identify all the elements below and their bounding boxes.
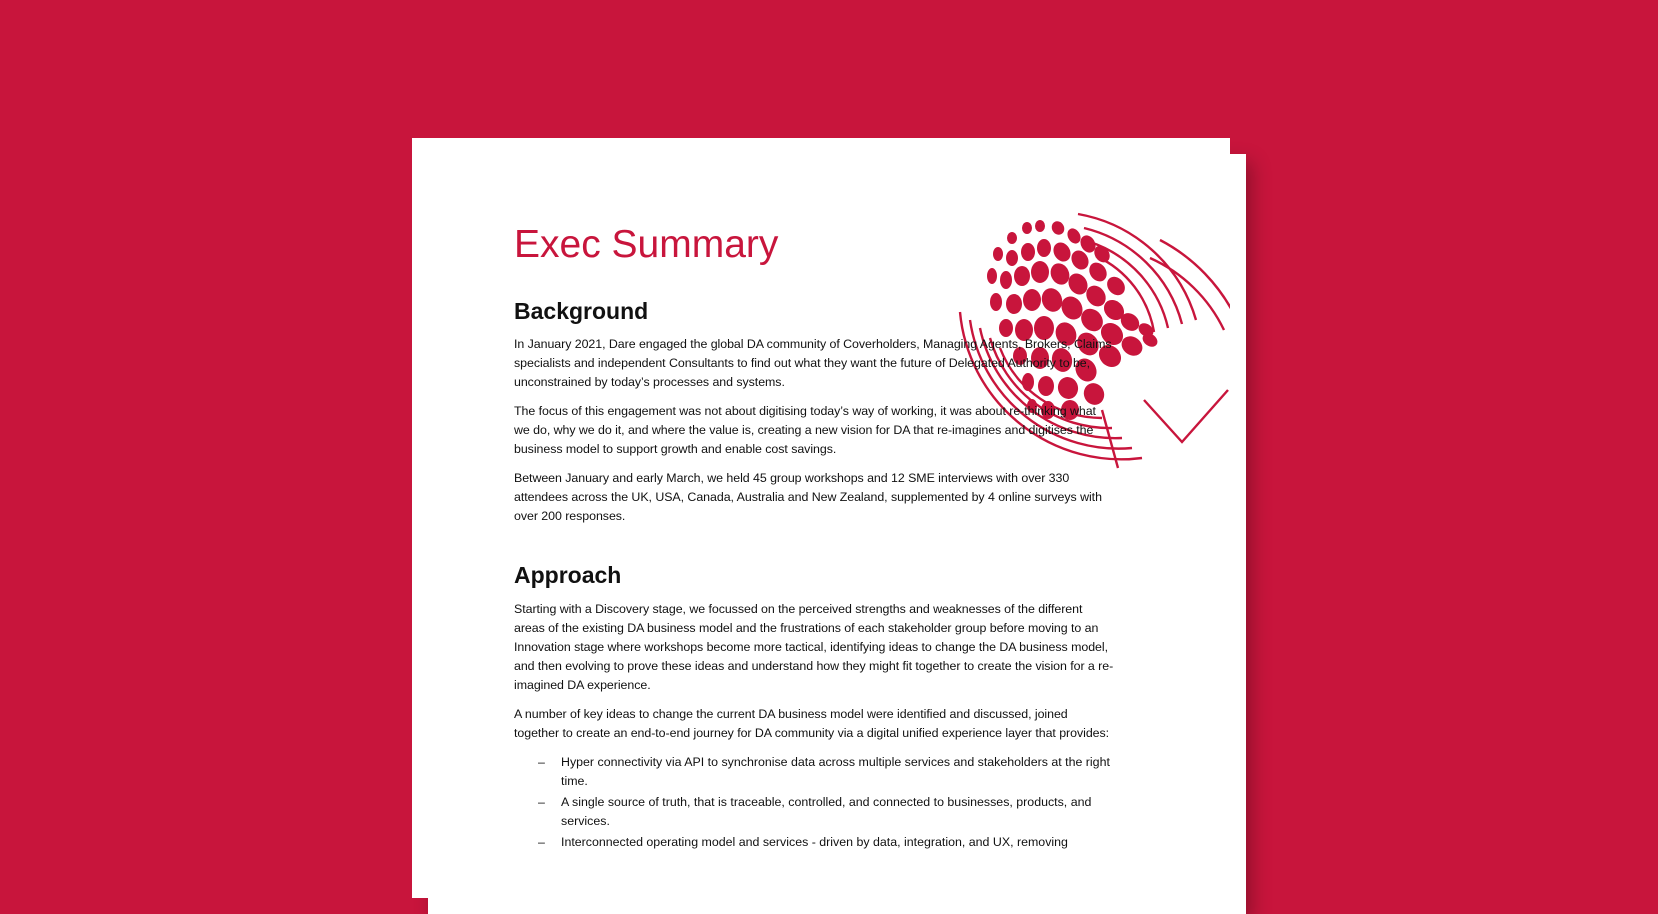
paragraph: Starting with a Discovery stage, we focussed on the perceived strengths and weaknesses of the different areas of the existing DA business model and the frustrations of each stakeholder group before moving to an Innovation stage where workshops become more tactical, identifying ideas to change the DA business model, and then evolving to prove these ideas and understand how they might fit together to create the vision for a re-imagined DA experience. [514, 602, 1114, 693]
list-item [514, 793, 1114, 831]
list-item [514, 833, 1114, 852]
paragraph: Between January and early March, we held 45 group workshops and 12 SME interviews with over 330 attendees across the UK, USA, Canada, Australia and New Zealand, supplemented by 4 online surveys with over 200 responses. [514, 471, 1102, 524]
paragraph: The focus of this engagement was not about digitising today’s way of working, it was about re-thinking what we do, why we do it, and where the value is, creating a new vision for DA that re-imagines and digitises the business model to support growth and enable cost savings. [514, 404, 1096, 457]
bullet-list [514, 753, 1114, 852]
section-heading-approach: Approach [514, 562, 622, 589]
bullet-dash: – [538, 835, 545, 850]
page-title: Exec Summary [514, 223, 779, 266]
paragraph: In January 2021, Dare engaged the global DA community of Coverholders, Managing Agents, Brokers, Claims specialists and independent Consultants to find out what they want the future of Delegated Authority to be, unconstrained by today’s processes and systems. [514, 337, 1112, 390]
paragraph: A number of key ideas to change the current DA business model were identified and discussed, joined together to create an end-to-end journey for DA community via a digital unified experience layer that provides: [514, 707, 1110, 741]
document-page [412, 138, 1230, 898]
list-item-text: Hyper connectivity via API to synchronise data across multiple services and stakeholders at the right time. [561, 755, 1110, 789]
bullet-dash: – [538, 755, 545, 770]
section-heading-background: Background [514, 297, 649, 324]
document-content [514, 224, 1114, 854]
bullet-dash: – [538, 795, 545, 810]
list-item-text: Interconnected operating model and services - driven by data, integration, and UX, removing [561, 835, 1068, 850]
list-item [514, 753, 1114, 791]
list-item-text: A single source of truth, that is traceable, controlled, and connected to businesses, products, and services. [561, 795, 1092, 829]
